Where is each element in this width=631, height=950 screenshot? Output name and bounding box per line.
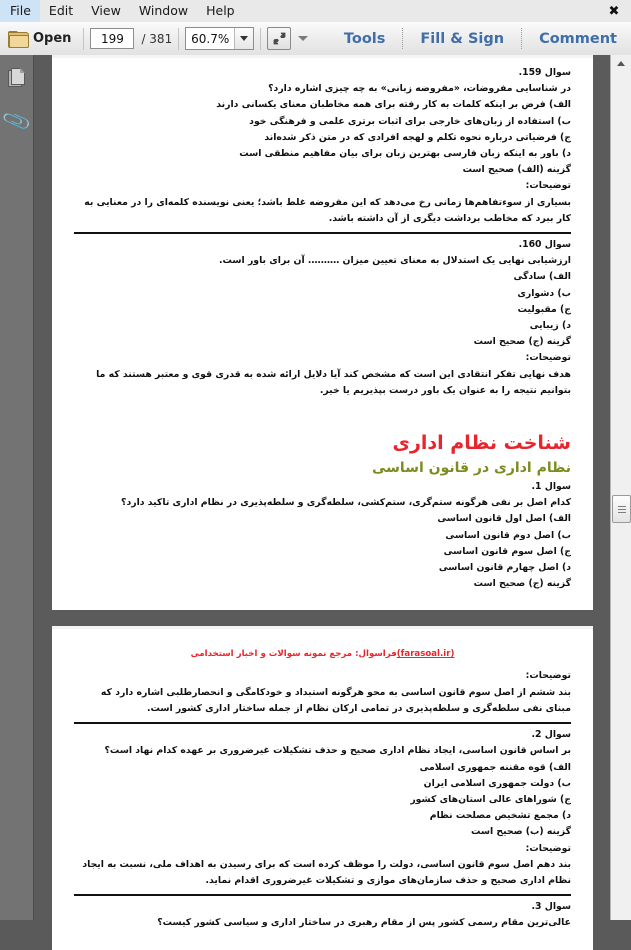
comment-button[interactable]: Comment [539, 30, 617, 47]
watermark-text: فراسوال: مرجع نمونه سوالات و اخبار استخدامی [190, 649, 397, 660]
page-gap [34, 610, 611, 626]
answer-option: ب) استفاده از زبان‌های خارجی برای اثبات برتری علمی و فرهنگی خود [249, 115, 571, 127]
spacer [74, 629, 571, 647]
toolbar-separator [521, 28, 522, 49]
answer-option: د) مجمع تشخیص مصلحت نظام [429, 810, 571, 822]
answer-option: الف) فرض بر اینکه کلمات به کار رفته برای همه مخاطبان معنای یکسانی دارند [216, 99, 571, 111]
question-text: در شناسایی مفروضات، «مفروضه زبانی» به چه چیزی اشاره دارد؟ [268, 83, 571, 95]
answer-option: ج) فرضیاتی درباره نحوه تکلم و لهجه افرادی که در متن ذکر شده‌اند [264, 131, 571, 143]
sidebar-item-attachments[interactable] [0, 99, 33, 143]
page-number-input[interactable]: 199 [90, 28, 134, 49]
section-divider [74, 232, 571, 234]
answer-option: د) باور به اینکه زبان فارسی بهترین زبان برای بیان مفاهیم منطقی است [239, 148, 571, 160]
answer-option: ب) دولت جمهوری اسلامی ایران [423, 777, 571, 789]
explanation-label: توضیحات: [525, 180, 571, 192]
correct-answer: گزینه (الف) صحیح است [462, 164, 571, 176]
section-divider [74, 722, 571, 724]
correct-answer: گزینه (ب) صحیح است [470, 826, 571, 838]
explanation-text: بسیاری از سوءتفاهم‌ها زمانی رخ می‌دهد که این مفروضه غلط باشد؛ یعنی نویسنده کلمه‌ای را در معنایی به کار ببرد که مخاطب برداشت دیگری از آن داشته باشد. [84, 196, 571, 224]
explanation-label: توضیحات: [525, 842, 571, 854]
correct-answer: گزینه (ج) صحیح است [473, 578, 571, 590]
toolbar-separator [402, 28, 403, 49]
section-heading: شناخت نظام اداری [392, 432, 571, 455]
question-number: سوال 2. [531, 729, 571, 741]
spacer [74, 661, 571, 668]
answer-option: د) اصل چهارم قانون اساسی [438, 562, 571, 574]
close-icon[interactable]: ✖ [608, 3, 620, 19]
question-text: کدام اصل بر نفی هرگونه ستم‌گری، ستم‌کشی، سلطه‌گری و سلطه‌پذیری در نظام اداری تاکید دارد؟ [121, 497, 571, 509]
question-number: سوال 1. [531, 481, 571, 493]
question-text: ارزشیابی نهایی یک استدلال به معنای تعیین میزان ………. آن برای باور است. [219, 255, 571, 267]
section-divider [74, 894, 571, 896]
answer-option: د) زیبایی [529, 320, 571, 332]
page-content [52, 58, 593, 610]
question-text: بر اساس قانون اساسی، ایجاد نظام اداری صحیح و حذف تشکیلات غیرضروری بر عهده کدام نهاد است؟ [104, 745, 571, 757]
toolbar-right-group [336, 22, 631, 55]
answer-option: ج) اصل سوم قانون اساسی [443, 545, 571, 557]
menu-view[interactable]: View [91, 3, 121, 18]
pdf-page[interactable] [52, 626, 593, 949]
open-button-label: Open [33, 31, 72, 46]
answer-option: ب) اصل دوم قانون اساسی [445, 529, 571, 541]
toolbar-separator [260, 28, 261, 50]
document-viewport[interactable] [34, 55, 611, 929]
chevron-down-small-icon[interactable] [298, 36, 308, 41]
spacer [74, 399, 571, 429]
scroll-thumb-grip-icon [618, 506, 626, 513]
correct-answer: گزینه (ج) صحیح است [473, 336, 571, 348]
watermark-link[interactable]: (farasoal.ir) [396, 649, 455, 660]
explanation-label: توضیحات: [525, 352, 571, 364]
zoom-level-input[interactable]: 60.7% [191, 31, 230, 46]
page-total-label: / 381 [141, 31, 173, 46]
pdf-page[interactable] [52, 55, 593, 610]
answer-option: الف) سادگی [513, 271, 571, 283]
answer-option: ج) شوراهای عالی استان‌های کشور [410, 793, 571, 805]
open-button[interactable] [0, 29, 77, 48]
folder-open-icon [8, 31, 27, 46]
page-content [52, 629, 593, 949]
sidebar-item-page-thumbnails[interactable] [0, 55, 33, 99]
spacer [74, 592, 571, 610]
spacer [74, 58, 571, 65]
answer-option: ج) مقبولیت [517, 303, 571, 315]
toolbar [0, 22, 631, 56]
scroll-thumb[interactable] [612, 495, 631, 523]
fill-and-sign-button[interactable]: Fill & Sign [420, 30, 505, 47]
fit-page-button[interactable] [267, 27, 291, 50]
question-number: سوال 160. [518, 239, 571, 251]
explanation-label: توضیحات: [525, 670, 571, 682]
page-thumbnails-icon [8, 68, 25, 87]
explanation-text: هدف نهایی تفکر انتقادی این است که مشخص کند آیا دلایل ارائه شده به قدری قوی و معتبر هستند که ما بتوانیم نتیجه را به عنوان یک باور درست بپذیریم یا خیر. [96, 368, 571, 396]
explanation-text: بند ششم از اصل سوم قانون اساسی به محو هرگونه استبداد و خودکامگی و انحصارطلبی اشاره دارد که مبنای نفی سلطه‌گری و سلطه‌پذیری در تمامی ارکان نظام از جمله ساختار اداری کشور است. [100, 686, 571, 714]
chevron-down-icon [240, 36, 248, 41]
question-number: سوال 159. [518, 67, 571, 78]
watermark-header [74, 647, 571, 661]
question-number: سوال 3. [531, 901, 571, 913]
toolbar-separator [83, 28, 84, 50]
answer-option: الف) اصل اول قانون اساسی [437, 513, 571, 525]
question-text: عالی‌ترین مقام رسمی کشور پس از مقام رهبری در ساختار اداری و سیاسی کشور کیست؟ [157, 917, 571, 929]
zoom-control[interactable] [185, 27, 254, 50]
menu-window[interactable]: Window [138, 3, 189, 18]
section-subheading: نظام اداری در قانون اساسی [372, 460, 571, 477]
scroll-up-arrow-icon [617, 61, 625, 66]
vertical-scrollbar[interactable] [610, 55, 631, 920]
spacer [74, 932, 571, 950]
toolbar-separator [178, 28, 179, 50]
attachments-icon: 📎 [0, 104, 33, 138]
explanation-text: بند دهم اصل سوم قانون اساسی، دولت را موظف کرده است که برای رسیدن به اهداف ملی، نسبت به ایجاد نظام اداری صحیح و حذف سازمان‌های موازی و تشکیلات غیرضروری اقدام نماید. [82, 858, 571, 886]
fit-page-icon [272, 31, 287, 46]
menu-bar [0, 0, 631, 23]
navigation-rail [0, 55, 34, 920]
answer-option: ب) دشواری [517, 287, 571, 299]
tools-button[interactable]: Tools [343, 30, 386, 47]
menu-edit[interactable]: Edit [48, 3, 74, 18]
menu-help[interactable]: Help [206, 3, 235, 18]
menu-file[interactable]: File [0, 0, 40, 22]
zoom-dropdown-button[interactable] [234, 28, 253, 49]
answer-option: الف) قوه مقننه جمهوری اسلامی [419, 761, 571, 773]
scroll-up-button[interactable] [611, 55, 631, 72]
